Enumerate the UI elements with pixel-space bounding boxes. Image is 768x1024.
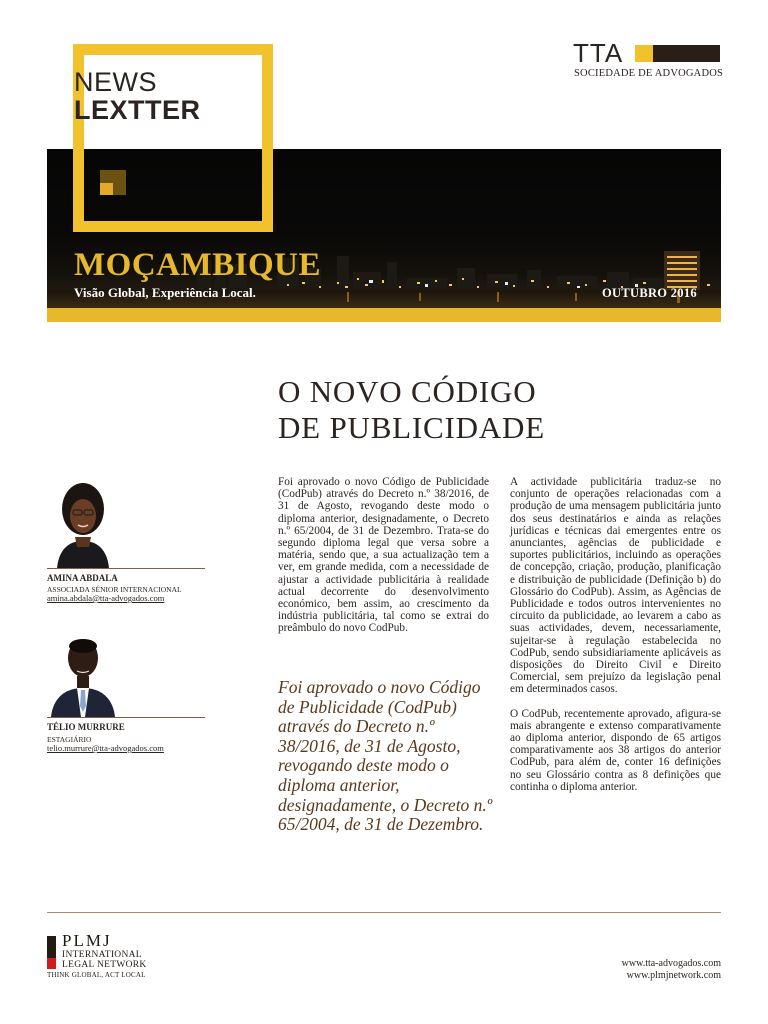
issue-date: OUTUBRO 2016 bbox=[602, 286, 697, 300]
author-email-link[interactable]: amina.abdala@tta-advogados.com bbox=[47, 593, 165, 603]
tta-logo-yellow-block bbox=[635, 45, 653, 62]
tta-logo-dark-block bbox=[653, 45, 720, 62]
article-title bbox=[278, 374, 545, 446]
article-column-1 bbox=[278, 476, 489, 647]
author-role: ASSOCIADA SÉNIOR INTERNACIONAL bbox=[47, 585, 182, 594]
article-paragraph: O CodPub, recentemente aprovado, afigura-se mais abrangente e extenso comparativamente ao diploma anterior, dispondo de 65 artigos comparativamente aos 38 artigos do anterior CodPub, para além de, conter 16 definições no seu Glossário contra as 8 definições que continha o diploma anterior. bbox=[510, 707, 721, 793]
author-role: ESTAGIÁRIO bbox=[47, 735, 92, 744]
frame-accent-square-small bbox=[100, 183, 113, 195]
plmj-network-line2: LEGAL NETWORK bbox=[62, 960, 147, 970]
author-email-link[interactable]: telio.murrure@tta-advogados.com bbox=[47, 743, 164, 753]
website-link-plmj[interactable]: www.plmjnetwork.com bbox=[626, 970, 721, 981]
tta-logo-subtitle: SOCIEDADE DE ADVOGADOS bbox=[574, 68, 724, 79]
plmj-network-line1: INTERNATIONAL bbox=[62, 950, 142, 960]
tagline: Visão Global, Experiência Local. bbox=[74, 285, 256, 300]
newsletter-title-lextter: LEXTTER bbox=[74, 95, 201, 125]
article-title-line1: O NOVO CÓDIGO bbox=[278, 374, 537, 409]
author-name: TÉLIO MURRURE bbox=[47, 722, 125, 732]
banner-gold-bar bbox=[47, 308, 721, 322]
website-link-tta[interactable]: www.tta-advogados.com bbox=[621, 958, 721, 969]
article-paragraph: A actividade publicitária traduz-se no conjunto de operações relacionadas com a produção de uma mensagem publicitária junto dos seus destinatários e ainda as relações jurídicas e técnicas dai emergentes entre os anunciantes, agências de publicidade e suportes publicitários, incluindo as operações de concepção, criação, produção, planificação e distribuição de publicidade (Definição b) do Glossário do CodPub). Assim, as Agências de Publicidade e todos outros intervenientes no circuito da publicidade, ao levarem a cabo as suas actividades, devem, necessariamente, sujeitar-se à regulação estabelecida no CodPub, sendo subsidiariamente aplicáveis as disposições do Direito Civil e Direito Comercial, sem prejuízo da legislação penal em determinados casos. bbox=[510, 476, 721, 696]
article-column-2 bbox=[510, 476, 721, 805]
article-title-line2: DE PUBLICIDADE bbox=[278, 410, 545, 445]
author-photo-telio bbox=[47, 626, 119, 717]
author-divider bbox=[47, 568, 205, 569]
author-photo-amina bbox=[47, 477, 119, 568]
plmj-tagline: THINK GLOBAL, ACT LOCAL bbox=[47, 971, 146, 979]
plmj-logo-bar bbox=[47, 936, 56, 958]
author-divider bbox=[47, 717, 205, 718]
tta-logo bbox=[573, 38, 724, 82]
pull-quote: Foi aprovado o novo Código de Publicidade (CodPub) através do Decreto n.º 38/2016, de 31 de Agosto, revogando deste modo o diploma anterior, designadamente, o Decreto n.º 65/2004, de 31 de Dezembro. bbox=[278, 677, 493, 835]
footer-divider bbox=[47, 912, 721, 913]
plmj-logo-red-bar bbox=[47, 958, 56, 969]
country-title: MOÇAMBIQUE bbox=[74, 247, 321, 283]
author-name: AMINA ABDALA bbox=[47, 573, 118, 583]
article-paragraph: Foi aprovado o novo Código de Publicidade (CodPub) através do Decreto n.º 38/2016, de 31 de Agosto, revogando deste modo o diploma anterior, designadamente, o Decreto n.º 65/2004, de 31 de Dezembro. Trata-se do segundo diploma legal que versa sobre a matéria, sendo que, a sua actualização tem a ver, em grande medida, com a necessidade de ajustar a actividade publicitária à realidade actual decorrente do desenvolvimento económico, bem assim, ao crescimento da indústria publicitária, tal como se extrai do preâmbulo do novo CodPub. bbox=[278, 476, 489, 635]
newsletter-title-news: NEWS bbox=[74, 67, 157, 97]
tta-logo-text: TTA bbox=[573, 38, 624, 68]
plmj-network-label bbox=[62, 950, 147, 970]
plmj-logo-text: PLMJ bbox=[62, 931, 112, 950]
